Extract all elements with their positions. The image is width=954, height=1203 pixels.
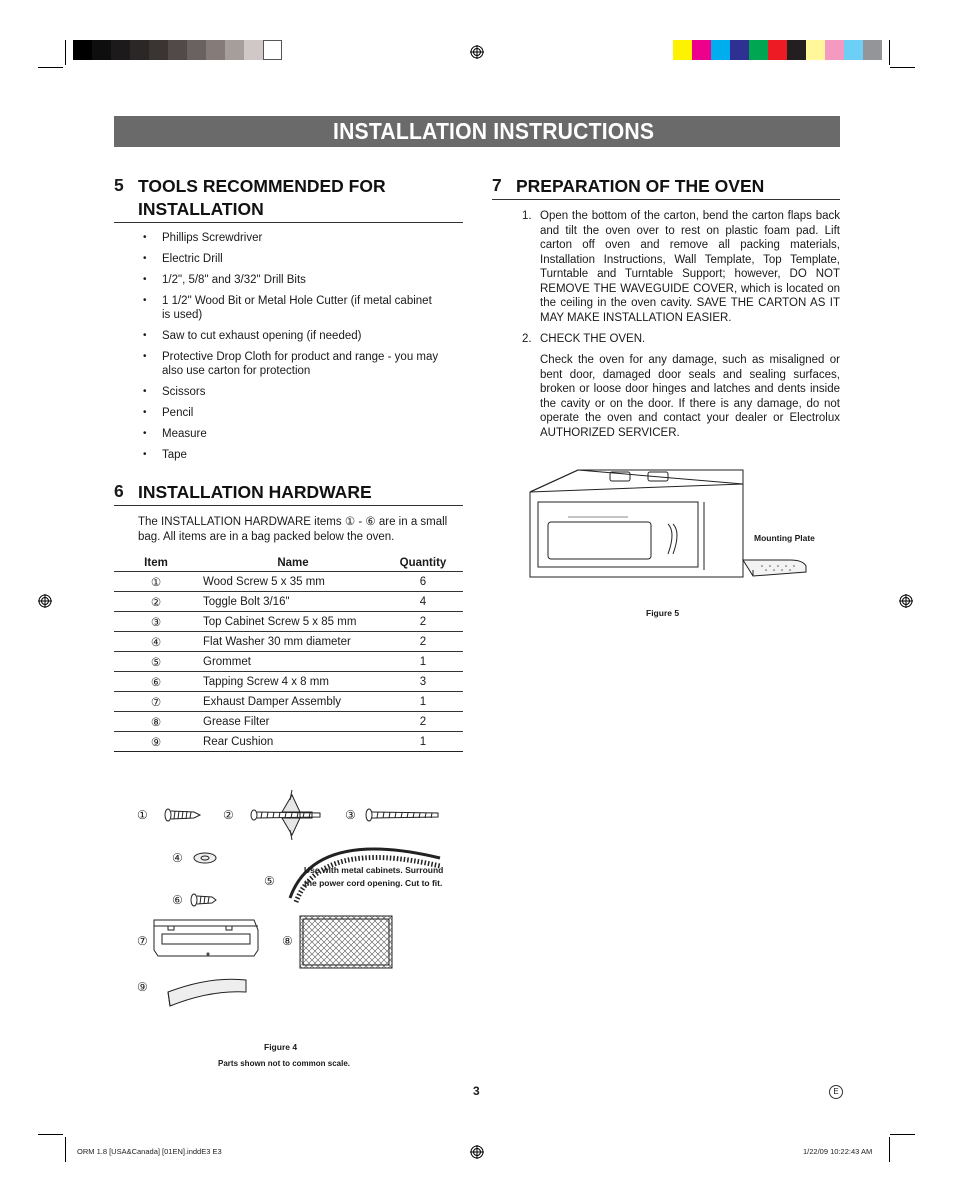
section-5-title-line2: INSTALLATION: [138, 199, 264, 219]
section-7-number: 7: [492, 175, 502, 195]
tapping-screw-icon: [191, 894, 216, 906]
exhaust-damper-icon: [154, 920, 258, 956]
table-row: [114, 632, 463, 652]
page-title: INSTALLATION INSTRUCTIONS: [333, 118, 655, 144]
step-2-text: Check the oven for any damage, such as misaligned or bent door, damaged door seals and sealing surfaces, broken or loose door hinges and latches and dents inside the cavity or on the door. If there is any damage, do not operate the oven and contact your dealer or Electrolux AUTHORIZED SERVICER.: [540, 354, 840, 439]
part-marker-2: ②: [223, 808, 234, 822]
section-5-number: 5: [114, 175, 124, 195]
list-item: • Phillips Screwdriver: [143, 231, 443, 245]
item-marker: ③: [114, 612, 198, 632]
item-marker: ⑦: [114, 692, 198, 712]
registration-mark-icon: [470, 1145, 484, 1159]
section-6-title: INSTALLATION HARDWARE: [138, 482, 372, 502]
item-name: Exhaust Damper Assembly: [198, 692, 383, 712]
rear-cushion-icon: [168, 979, 246, 1006]
registration-mark-icon: [899, 594, 913, 608]
item-name: Tapping Screw 4 x 8 mm: [198, 672, 383, 692]
list-item: • Tape: [143, 448, 443, 462]
item-quantity: 2: [383, 712, 463, 732]
part-marker-3: ③: [345, 808, 356, 822]
grommet-note-line1: Use with metal cabinets. Surround: [304, 865, 444, 875]
wood-screw-icon: [165, 809, 200, 821]
item-marker: ⑨: [114, 732, 198, 752]
table-row: [114, 652, 463, 672]
figure-5-caption: Figure 5: [646, 608, 680, 618]
list-item: • Electric Drill: [143, 252, 443, 266]
page-title-band: [114, 116, 840, 147]
part-marker-8: ⑧: [282, 934, 293, 948]
part-marker-9: ⑨: [137, 980, 148, 994]
list-item: • 1/2", 5/8" and 3/32" Drill Bits: [143, 273, 443, 287]
figure-4-subcaption: Parts shown not to common scale.: [218, 1059, 351, 1068]
section-divider: [114, 222, 463, 223]
table-row: [114, 572, 463, 592]
grommet-note: [304, 864, 443, 890]
item-marker: ⑤: [114, 652, 198, 672]
list-item: • 1 1/2" Wood Bit or Metal Hole Cutter (if metal cabinet is used): [143, 294, 443, 322]
flat-washer-icon: [194, 853, 216, 863]
item-quantity: 1: [383, 652, 463, 672]
section-6-number: 6: [114, 481, 124, 501]
figure-4-caption: Figure 4: [264, 1042, 298, 1052]
item-quantity: 3: [383, 672, 463, 692]
step-1-text: Open the bottom of the carton, bend the carton flaps back and tilt the oven over to rest on plastic foam pad. Lift carton off oven and remove all packing materials, Installation Instructions, Wall Template, Top Template, Turntable and Turntable Support; however, DO NOT REMOVE THE WAVEGUIDE COVER, which is located on the ceiling in the oven cavity. SAVE THE CARTON AS IT MAY MAKE INSTALLATION EASIER.: [540, 210, 840, 324]
table-row: [114, 732, 463, 752]
table-row: [114, 592, 463, 612]
table-row: [114, 712, 463, 732]
item-name: Toggle Bolt 3/16": [198, 592, 383, 612]
column-header-name: Name: [198, 555, 383, 572]
toggle-bolt-icon: [251, 790, 320, 840]
part-marker-7: ⑦: [137, 934, 148, 948]
item-marker: ②: [114, 592, 198, 612]
item-name: Rear Cushion: [198, 732, 383, 752]
item-quantity: 1: [383, 732, 463, 752]
column-header-quantity: Quantity: [383, 555, 463, 572]
part-marker-5: ⑤: [264, 874, 275, 888]
item-quantity: 1: [383, 692, 463, 712]
list-item: • Measure: [143, 427, 443, 441]
list-item: • Pencil: [143, 406, 443, 420]
section-divider: [492, 199, 840, 200]
table-row: [114, 612, 463, 632]
step-1-number: 1.: [522, 210, 532, 222]
item-name: Grease Filter: [198, 712, 383, 732]
item-quantity: 4: [383, 592, 463, 612]
item-marker: ⑧: [114, 712, 198, 732]
item-marker: ①: [114, 572, 198, 592]
section-5-title-line1: TOOLS RECOMMENDED FOR: [138, 176, 386, 196]
part-marker-4: ④: [172, 851, 183, 865]
hardware-table: [114, 555, 463, 752]
list-item: • Protective Drop Cloth for product and range - you may also use carton for protection: [143, 350, 443, 378]
item-name: Wood Screw 5 x 35 mm: [198, 572, 383, 592]
item-name: Flat Washer 30 mm diameter: [198, 632, 383, 652]
table-header-row: [114, 555, 463, 572]
part-marker-1: ①: [137, 808, 148, 822]
table-row: [114, 672, 463, 692]
footer-filename: ORM 1.8 [USA&Canada] [01EN].inddE3 E3: [77, 1147, 222, 1156]
section-5-title: [138, 175, 386, 221]
item-quantity: 6: [383, 572, 463, 592]
language-mark: E: [829, 1085, 843, 1099]
page-number: 3: [473, 1084, 480, 1098]
item-marker: ⑥: [114, 672, 198, 692]
item-quantity: 2: [383, 612, 463, 632]
tools-list: [143, 231, 443, 469]
item-marker: ④: [114, 632, 198, 652]
registration-mark-icon: [470, 45, 484, 59]
part-marker-6: ⑥: [172, 893, 183, 907]
item-name: Grommet: [198, 652, 383, 672]
mounting-plate-label: Mounting Plate: [754, 533, 815, 543]
step-2-number: 2.: [522, 333, 532, 345]
item-name: Top Cabinet Screw 5 x 85 mm: [198, 612, 383, 632]
hardware-parts-illustration: [150, 780, 450, 1020]
section-7-title: PREPARATION OF THE OVEN: [516, 176, 765, 196]
step-2-heading: CHECK THE OVEN.: [540, 333, 646, 345]
list-item: • Scissors: [143, 385, 443, 399]
column-header-item: Item: [114, 555, 198, 572]
registration-mark-icon: [38, 594, 52, 608]
microwave-oven-illustration: [528, 462, 818, 592]
item-quantity: 2: [383, 632, 463, 652]
cabinet-screw-icon: [366, 809, 438, 821]
footer-timestamp: 1/22/09 10:22:43 AM: [803, 1147, 873, 1156]
table-row: [114, 692, 463, 712]
section-divider: [114, 505, 463, 506]
grommet-note-line2: the power cord opening. Cut to fit.: [304, 878, 443, 888]
list-item: • Saw to cut exhaust opening (if needed): [143, 329, 443, 343]
hardware-intro: The INSTALLATION HARDWARE items ① - ⑥ are in a small bag. All items are in a bag packed below the oven.: [138, 516, 448, 543]
grease-filter-icon: [300, 916, 392, 968]
